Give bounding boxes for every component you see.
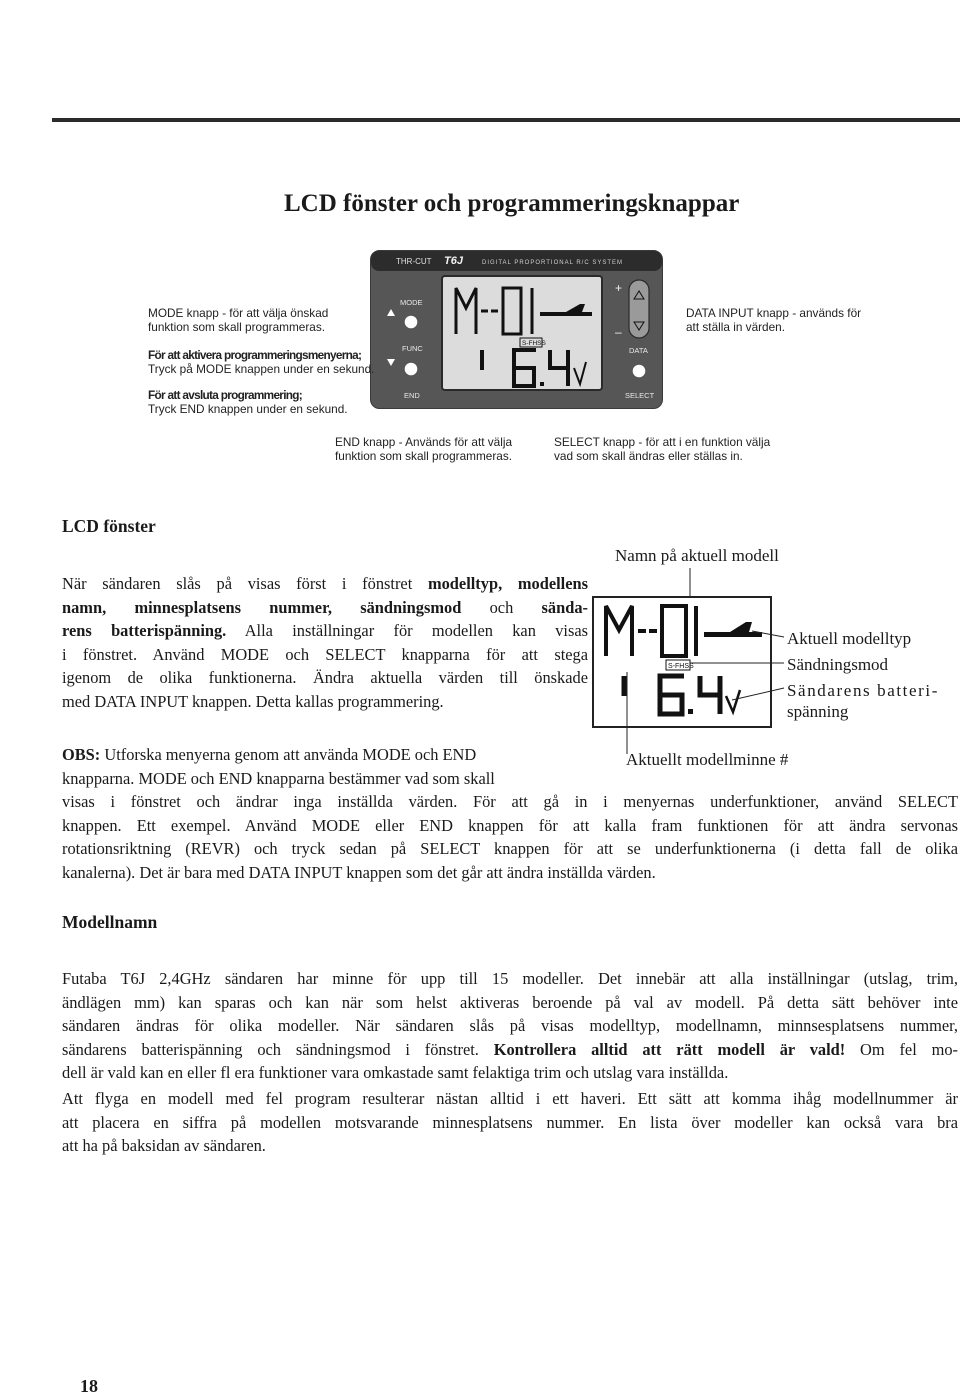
model-paragraph-2	[62, 1087, 958, 1158]
func-label: FUNC	[402, 344, 423, 353]
minus-label: –	[615, 325, 622, 339]
callout-line: vad som skall ändras eller ställas in.	[554, 449, 743, 463]
model-section-heading: Modellnamn	[62, 912, 158, 932]
callout-line: Tryck END knappen under en sekund.	[148, 402, 348, 416]
brand-logo: T6J	[444, 255, 463, 267]
activate-callout	[148, 348, 376, 376]
callout-line: Tryck på MODE knappen under en sekund.	[148, 362, 375, 376]
exit-callout	[148, 388, 376, 416]
callout-line: END knapp - Används för att välja	[335, 435, 513, 449]
label-model-name: Namn på aktuell modell	[615, 546, 779, 565]
label-battery-line-1: Sändarens batteri-	[787, 681, 940, 700]
end-label: END	[404, 391, 420, 400]
paragraph-line: Futaba T6J 2,4GHz sändaren har minne för upp till 15 modeller. Det innebär att alla inställningar (utslag, trim,	[62, 969, 958, 988]
system-label: DIGITAL PROPORTIONAL R/C SYSTEM	[482, 260, 624, 266]
activate-heading: För att aktivera programmeringsmenyerna;	[148, 348, 362, 362]
paragraph-line: knappen. Ett exempel. Använd MODE eller END knappen för att kalla fram funktionen för att ändra servonas	[62, 815, 958, 835]
top-rule	[52, 118, 960, 122]
paragraph-line: dell är vald kan en eller fl era funktioner vara omkastade samt felaktiga trim och utslag vara inställda.	[62, 1063, 729, 1082]
data-input-callout	[686, 306, 886, 334]
paragraph-line: kanalerna). Det är bara med DATA INPUT knappen som det går att ändra inställda värden.	[62, 862, 656, 882]
paragraph-line: knapparna. MODE och END knapparna bestämmer vad som skall	[62, 768, 495, 788]
paragraph-line: ändlägen mm) kan sparas och kan när som helst aktiveras beroende på val av modell. På detta sätt behöver inte	[62, 992, 958, 1012]
page-title: LCD fönster och programmeringsknappar	[284, 190, 740, 217]
paragraph-line: igenom de olika funktionerna. Ändra aktuella värden till önskade	[62, 668, 588, 687]
callout-line: funktion som skall programmeras.	[335, 449, 513, 463]
label-model-type: Aktuell modelltyp	[787, 629, 912, 648]
paragraph-line: med DATA INPUT knappen. Detta kallas programmering.	[62, 691, 444, 711]
callout-line: MODE knapp - för att välja önskad	[148, 306, 329, 320]
end-callout	[335, 435, 545, 463]
paragraph-line: När sändaren slås på visas först i fönstret modelltyp, modellens	[62, 574, 588, 593]
paragraph-line: namn, minnesplatsens nummer, sändningsmod och sända-	[62, 597, 588, 617]
paragraph-line: OBS: Utforska menyerna genom att använda MODE och END	[62, 745, 477, 764]
callout-line: funktion som skall programmeras.	[148, 320, 326, 334]
label-model-memory: Aktuellt modellminne #	[626, 750, 789, 769]
lcd-section-heading: LCD fönster	[62, 516, 156, 536]
label-transmission-mode: Sändningsmod	[787, 655, 889, 674]
plus-label: +	[615, 281, 623, 295]
mode-callout	[148, 306, 373, 334]
callout-line: DATA INPUT knapp - används för	[686, 306, 862, 320]
obs-paragraph	[62, 743, 958, 884]
lcd-mode-small: S-FHSS	[668, 663, 694, 670]
paragraph-line: rens batterispänning. Alla inställningar för modellen kan visas	[62, 621, 588, 640]
exit-heading: För att avsluta programmering;	[148, 388, 303, 402]
paragraph-line: i fönstret. Använd MODE och SELECT knapparna för att stega	[62, 644, 588, 664]
lcd-mode: S-FHSS	[522, 340, 546, 347]
obs-label: OBS:	[62, 745, 101, 764]
page-number: 18	[80, 1376, 98, 1396]
callout-line: att ställa in värden.	[686, 320, 786, 334]
paragraph-line: att placera en siffra på modellen motsvarande minnesplatsens nummer. En lista över modeller kan också vara bra	[62, 1112, 958, 1132]
paragraph-line: att ha på baksidan av sändaren.	[62, 1136, 266, 1155]
label-battery-line-2: spänning	[787, 702, 849, 721]
lcd-paragraph	[62, 572, 588, 713]
paragraph-line: Att flyga en modell med fel program resulterar nästan alltid i ett haveri. Ett sätt att komma ihåg modellnummer är	[62, 1089, 958, 1108]
paragraph-line: sändaren ändras för olika modeller. När sändaren slås på visas modelltyp, modellnamn, minnsesplatsens nummer,	[62, 1016, 958, 1035]
paragraph-line: sändarens batterispänning och sändningsmod i fönstret. Kontrollera alltid att rätt modell är vald! Om fel mo-	[62, 1039, 958, 1059]
thr-cut-label: THR-CUT	[396, 257, 432, 266]
data-label: DATA	[629, 346, 648, 355]
select-button[interactable]	[632, 364, 646, 378]
select-callout	[554, 435, 794, 463]
paragraph-line: rotationsriktning (REVR) och tryck sedan på SELECT knappen för att se underfunktionerna (i detta fall de olika	[62, 839, 958, 858]
transmitter-panel	[370, 250, 663, 409]
mode-button[interactable]	[404, 315, 418, 329]
mode-label: MODE	[400, 298, 423, 307]
callout-line: SELECT knapp - för att i en funktion välja	[554, 435, 771, 449]
lcd-window-illustration	[592, 596, 772, 728]
select-label: SELECT	[625, 391, 655, 400]
model-paragraph-1	[62, 967, 958, 1085]
end-button[interactable]	[404, 362, 418, 376]
paragraph-line: visas i fönstret och ändrar inga inställda värden. För att gå in i menyernas underfunktioner, använd SELECT	[62, 792, 958, 811]
